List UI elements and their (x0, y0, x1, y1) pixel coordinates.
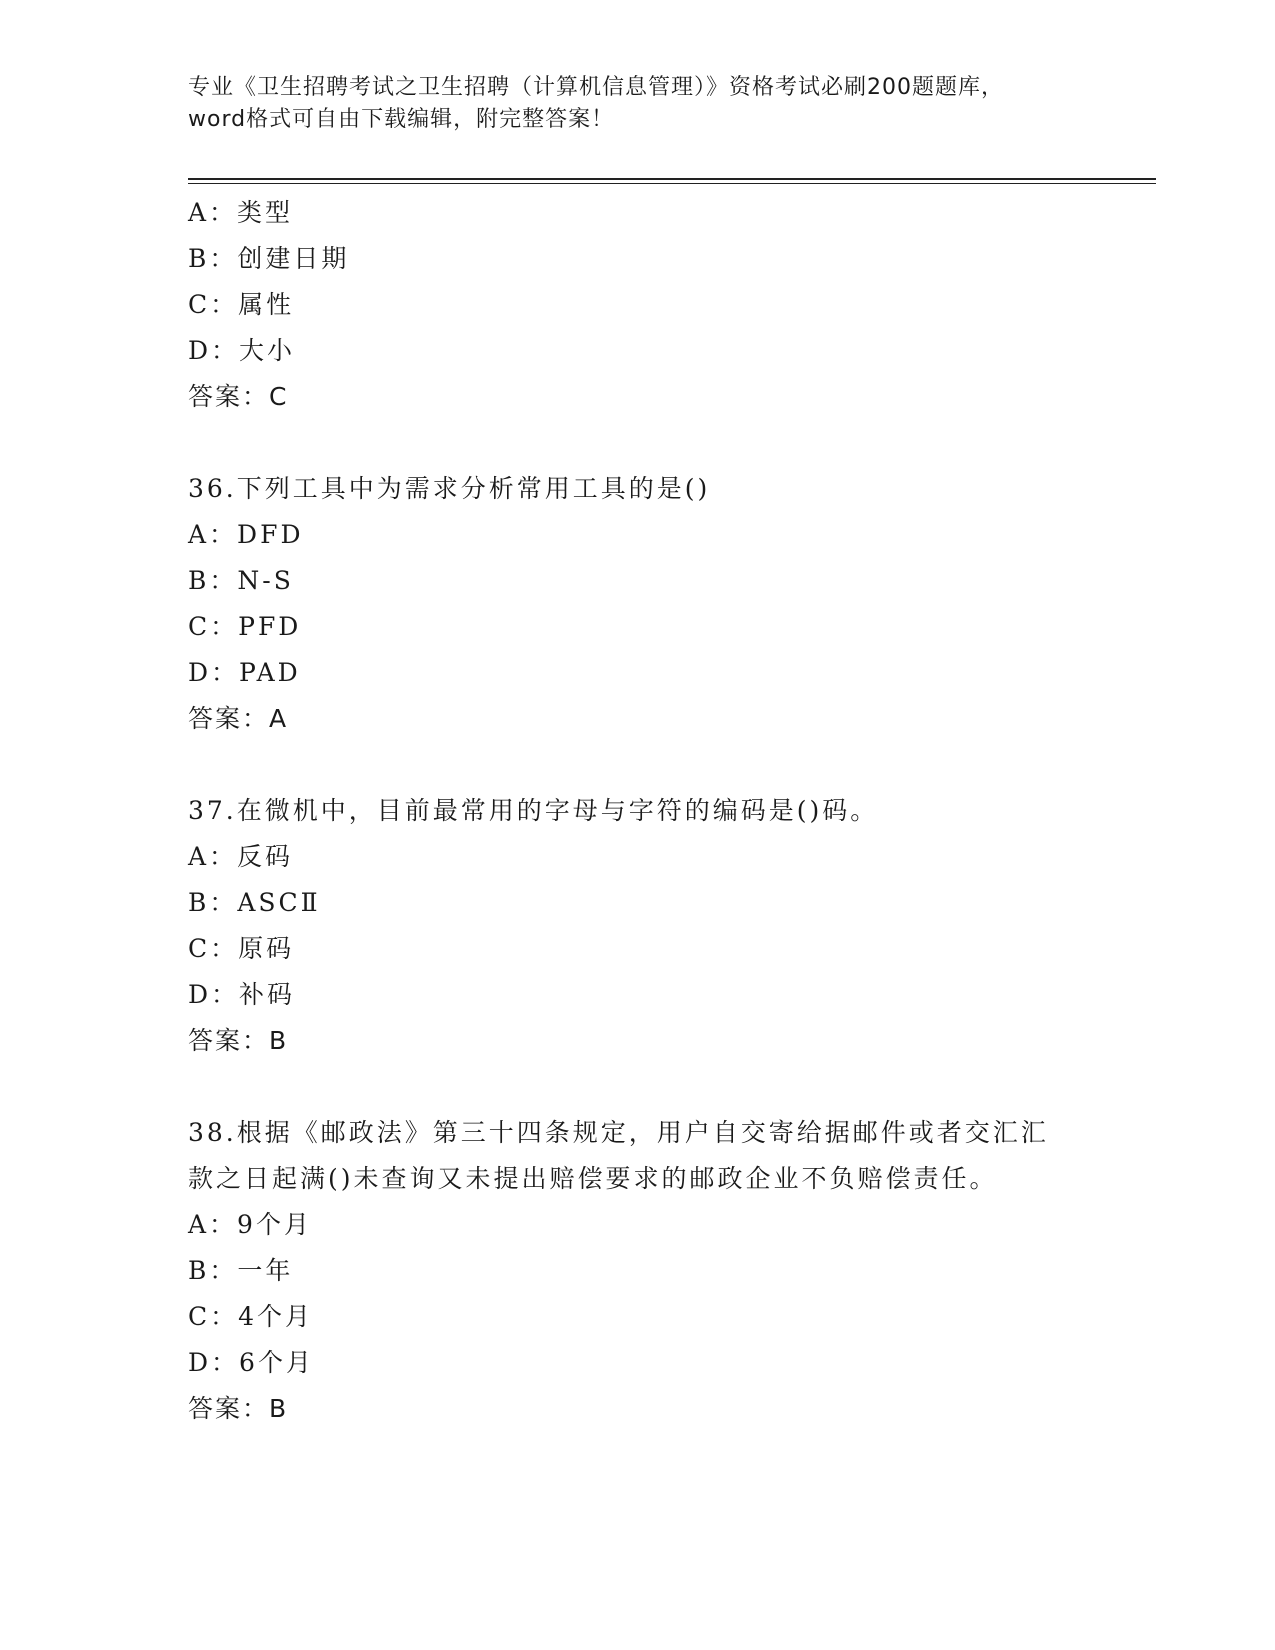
option-d: D：6个月 (188, 1348, 314, 1377)
question-36-block (188, 466, 1088, 742)
option-b: B：N-S (188, 566, 294, 595)
option-d: D：大小 (188, 336, 296, 365)
document-header (188, 72, 1088, 136)
option-a: A：9个月 (188, 1210, 312, 1239)
spacer (188, 742, 1088, 788)
option-b: B：一年 (188, 1256, 294, 1285)
question-37-block (188, 788, 1088, 1064)
spacer (188, 1064, 1088, 1110)
option-a: A：反码 (188, 842, 294, 871)
question-text-line-1: 38.根据《邮政法》第三十四条规定，用户自交寄给据邮件或者交汇汇 (188, 1118, 1049, 1147)
question-35-block (188, 190, 1088, 420)
question-text: 37.在微机中，目前最常用的字母与字符的编码是()码。 (188, 796, 879, 825)
option-d: D：PAD (188, 658, 301, 687)
option-a: A：DFD (188, 520, 304, 549)
header-line-1: 专业《卫生招聘考试之卫生招聘（计算机信息管理）》资格考试必刷200题题库， (188, 75, 1004, 100)
option-c: C：PFD (188, 612, 302, 641)
header-divider-thin (188, 183, 1156, 184)
header-line-2: word格式可自由下载编辑，附完整答案！ (188, 107, 615, 132)
question-list (188, 190, 1088, 1432)
option-b: B：ASCⅡ (188, 888, 321, 917)
question-text-line-2: 款之日起满()未查询又未提出赔偿要求的邮政企业不负赔偿责任。 (188, 1164, 998, 1193)
spacer (188, 420, 1088, 466)
question-text: 36.下列工具中为需求分析常用工具的是() (188, 474, 711, 503)
option-c: C：原码 (188, 934, 295, 963)
option-d: D：补码 (188, 980, 296, 1009)
option-a: A：类型 (188, 198, 294, 227)
header-divider-thick (188, 178, 1156, 180)
answer-text: 答案：B (188, 1394, 289, 1423)
question-38-block (188, 1110, 1088, 1432)
answer-text: 答案：C (188, 382, 289, 411)
answer-text: 答案：B (188, 1026, 289, 1055)
option-b: B：创建日期 (188, 244, 350, 273)
option-c: C：属性 (188, 290, 295, 319)
option-c: C：4个月 (188, 1302, 314, 1331)
answer-text: 答案：A (188, 704, 289, 733)
